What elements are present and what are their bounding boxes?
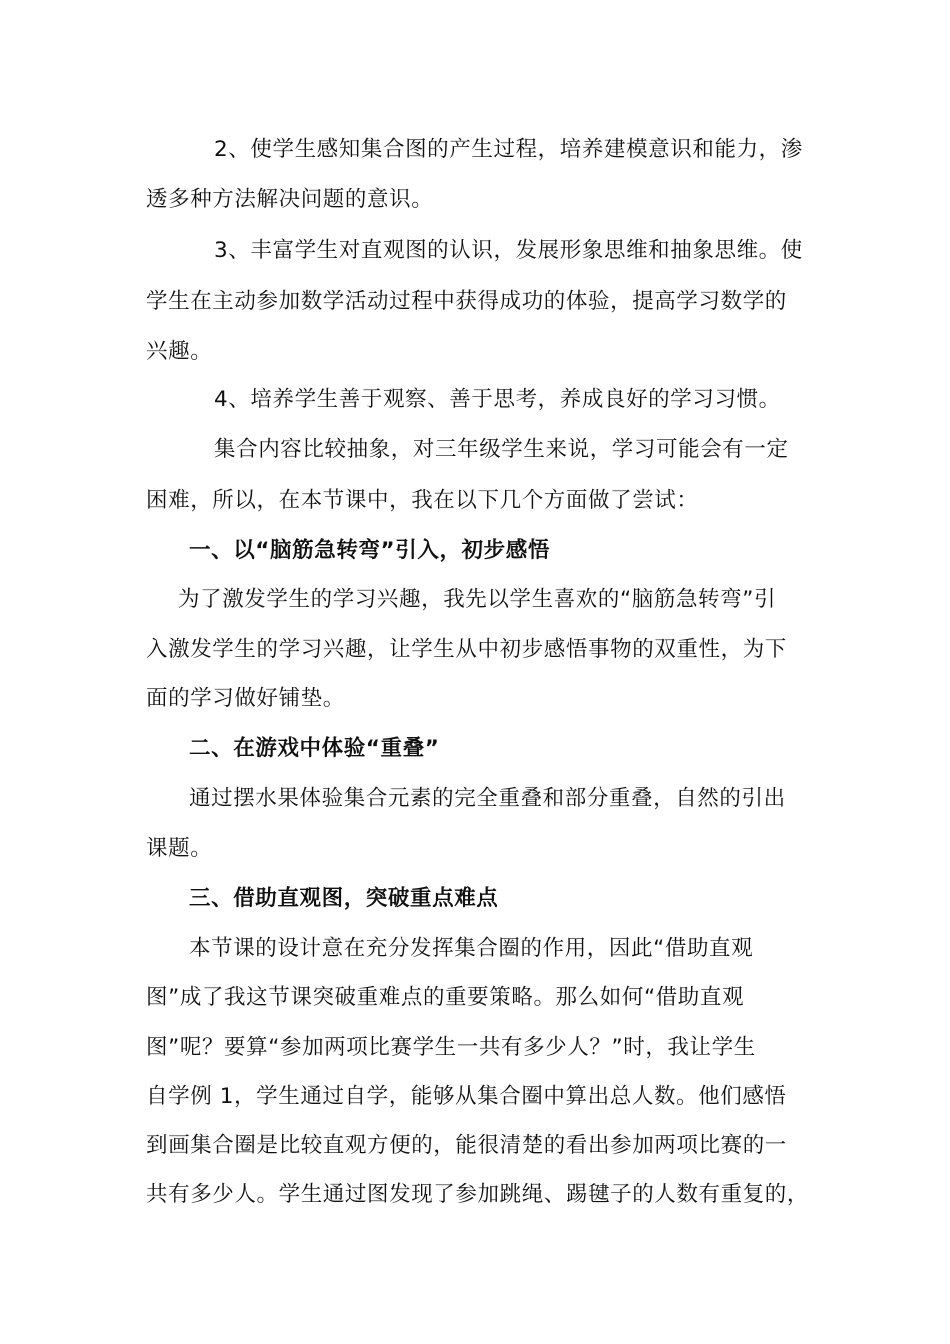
section-3-line-1: 本节课的设计意在充分发挥集合圈的作用，因此“借助直观 (189, 936, 754, 961)
section-2-line-2: 课题。 (146, 836, 213, 861)
goal-3-line-3: 兴趣。 (146, 339, 213, 364)
section-3-line-4: 自学例 1，学生通过自学，能够从集合圈中算出总人数。他们感悟 (146, 1084, 787, 1109)
goal-2-line-1: 2、使学生感知集合图的产生过程，培养建模意识和能力，渗 (214, 137, 803, 162)
intro-paragraph-line-1: 集合内容比较抽象，对三年级学生来说，学习可能会有一定 (214, 437, 789, 462)
goal-3-line-2: 学生在主动参加数学活动过程中获得成功的体验，提高学习数学的 (146, 289, 787, 314)
section-heading-3: 三、借助直观图，突破重点难点 (189, 886, 499, 911)
section-3-line-3: 图”呢？要算“参加两项比赛学生一共有多少人？”时，我让学生 (146, 1035, 756, 1060)
section-3-line-5: 到画集合圈是比较直观方便的，能很清楚的看出参加两项比赛的一 (146, 1133, 787, 1158)
section-1-line-2: 入激发学生的学习兴趣，让学生从中初步感悟事物的双重性，为下 (146, 637, 787, 662)
goal-3-line-1: 3、丰富学生对直观图的认识，发展形象思维和抽象思维。使 (214, 238, 803, 263)
section-2-line-1: 通过摆水果体验集合元素的完全重叠和部分重叠，自然的引出 (189, 786, 786, 811)
section-1-line-1: 为了激发学生的学习兴趣，我先以学生喜欢的“脑筋急转弯”引 (178, 587, 777, 612)
intro-paragraph-line-2: 困难，所以，在本节课中，我在以下几个方面做了尝试： (146, 488, 699, 513)
goal-2-line-2: 透多种方法解决问题的意识。 (146, 187, 434, 212)
section-heading-1: 一、以“脑筋急转弯”引入，初步感悟 (189, 538, 550, 563)
section-3-line-2: 图”成了我这节课突破重难点的重要策略。那么如何“借助直观 (146, 985, 745, 1010)
goal-4-line-1: 4、培养学生善于观察、善于思考，养成良好的学习习惯。 (214, 387, 781, 412)
section-heading-2: 二、在游戏中体验“重叠” (189, 736, 440, 761)
section-1-line-3: 面的学习做好铺垫。 (146, 686, 345, 711)
section-3-line-6: 共有多少人。学生通过图发现了参加跳绳、踢毽子的人数有重复的， (146, 1182, 810, 1207)
